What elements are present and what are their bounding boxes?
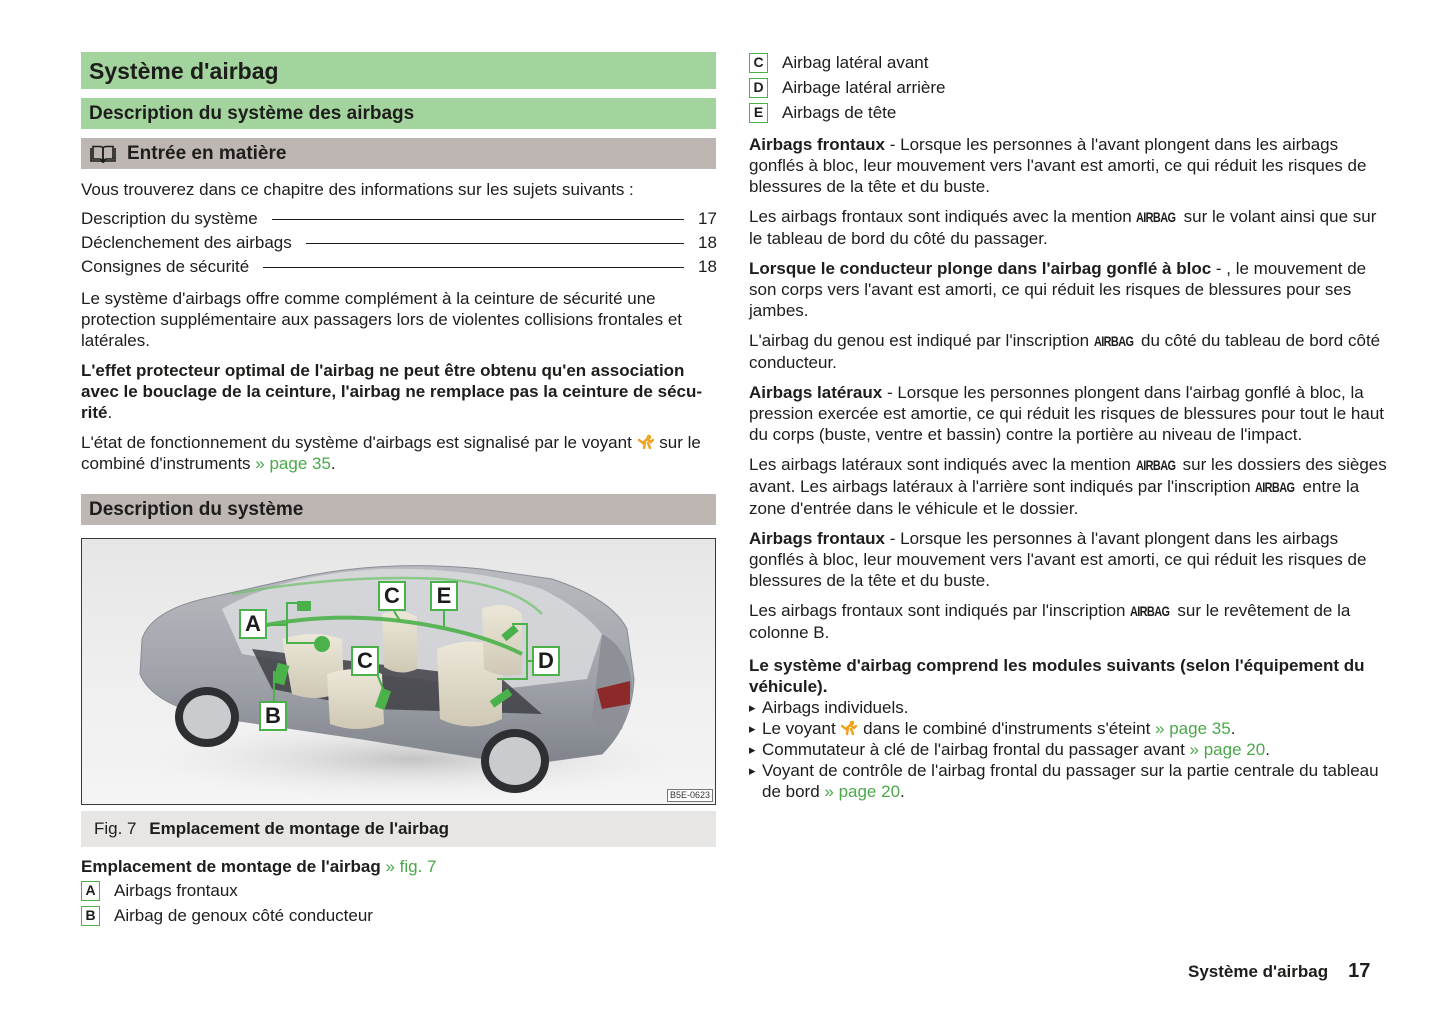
punctuation: . xyxy=(330,454,336,473)
text-span: sur les dossiers des sièges avant. Les airbags latéraux à l'arrière sont indiqués par l'inscription xyxy=(749,455,1387,496)
text-span: Les airbags frontaux sont indiqués avec la mention xyxy=(749,207,1137,226)
legend-item-c xyxy=(749,50,1389,75)
text-span: sur le revêtement de la colonne B. xyxy=(749,601,1351,642)
text-span: sur le volant ainsi que sur le tableau de bord du côté du passager. xyxy=(749,207,1377,248)
toc-item[interactable] xyxy=(81,231,716,255)
text-span: - Lorsque les personnes à l'avant plongent dans les airbags gonflés à bloc, leur mouvement vers l'avant est amorti, ce qui réduit les risques de blessures de la tête et du buste. xyxy=(749,529,1367,590)
legend-label: Airbag latéral avant xyxy=(782,53,929,72)
book-icon xyxy=(89,145,117,163)
badge-e: E xyxy=(749,103,768,123)
punctuation: . xyxy=(1265,740,1270,759)
airbag-warning-icon xyxy=(637,434,655,450)
chapter-title: Système d'airbag xyxy=(81,52,716,89)
text-span: Voyant de contrôle de l'airbag frontal du passager sur la partie centrale du tableau de bord xyxy=(762,761,1379,801)
intro-text: Vous trouverez dans ce chapitre des informations sur les sujets suivants : xyxy=(81,180,634,199)
page-35-link[interactable]: » page 35 xyxy=(1155,719,1231,738)
text-span: Les airbags frontaux sont indiqués par l'inscription xyxy=(749,601,1131,620)
paragraph-side-airbags xyxy=(749,382,1389,445)
bold-term: Airbags latéraux xyxy=(749,383,883,402)
airbag-inscription: AIRBAG xyxy=(1135,457,1175,473)
toc-page: 18 xyxy=(698,233,717,252)
page-20-link[interactable]: » page 20 xyxy=(1189,740,1266,759)
section-title: Description du système des airbags xyxy=(81,98,716,129)
text-span: Les airbags latéraux sont indiqués avec la mention xyxy=(749,455,1136,474)
airbag-inscription: AIRBAG xyxy=(1130,603,1170,619)
legend-label: Airbage latéral arrière xyxy=(782,78,946,97)
paragraph-frontal-airbags-2 xyxy=(749,528,1389,591)
callout-c-front: C xyxy=(378,581,406,611)
punctuation: . xyxy=(107,403,113,422)
toc-item[interactable] xyxy=(81,255,716,279)
legend-continued xyxy=(749,50,1389,125)
legend-label: Airbag de genoux côté conducteur xyxy=(114,906,373,925)
seatbelt-warning-bold: L'effet protecteur optimal de l'airbag ne peut être obtenu qu'en association avec le bouclage de la ceinture, l'airbag ne remplace pas la ceinture de sécurité xyxy=(81,361,703,422)
paragraph-indicator xyxy=(81,432,716,474)
legend-heading-text: Emplacement de montage de l'airbag xyxy=(81,857,381,876)
toc-leader xyxy=(263,267,684,268)
airbag-location-figure xyxy=(81,538,716,805)
callout-a: A xyxy=(239,609,267,639)
table-of-contents xyxy=(81,207,716,279)
callout-d: D xyxy=(532,646,560,676)
left-column xyxy=(81,52,716,928)
paragraph-frontal-airbags xyxy=(749,134,1389,197)
legend-heading xyxy=(81,856,716,878)
airbag-warning-icon xyxy=(840,720,858,736)
figure-number: Fig. 7 xyxy=(94,819,137,838)
figure-code: B5E-0623 xyxy=(667,789,713,802)
modules-heading-text: Le système d'airbag comprend les modules suivants (selon l'équipement du véhicule). xyxy=(749,656,1365,696)
punctuation: . xyxy=(900,782,905,801)
callout-b: B xyxy=(259,701,287,731)
callout-c-rear: C xyxy=(351,646,379,676)
text-span: - Lorsque les personnes à l'avant plongent dans les airbags gonflés à bloc, leur mouvement vers l'avant est amorti, ce qui réduit les risques de blessures de la tête et du buste. xyxy=(749,135,1367,196)
text-span: sur le combiné d'instruments xyxy=(81,433,701,473)
list-item xyxy=(749,697,1389,718)
toc-label: Description du système xyxy=(81,209,258,228)
badge-b: B xyxy=(81,906,100,926)
page-35-link[interactable]: » page 35 xyxy=(255,454,331,473)
badge-d: D xyxy=(749,78,768,98)
intro-heading-label: Entrée en matière xyxy=(127,142,287,164)
paragraph-frontal-marking xyxy=(749,206,1389,249)
toc-item[interactable] xyxy=(81,207,716,231)
text-span: Commutateur à clé de l'airbag frontal du passager avant xyxy=(762,740,1190,759)
list-item xyxy=(749,760,1389,802)
figure-caption xyxy=(81,811,716,847)
page-footer xyxy=(1188,960,1388,983)
paragraph-side-marking xyxy=(749,454,1389,519)
paragraph-knee-marking xyxy=(749,330,1389,373)
legend-label: Airbags frontaux xyxy=(114,881,238,900)
toc-leader xyxy=(306,243,684,244)
paragraph-b-pillar-marking xyxy=(749,600,1389,643)
modules-heading xyxy=(749,655,1389,697)
legend-label: Airbags de tête xyxy=(782,103,897,122)
text-span: dans le combiné d'instruments s'éteint xyxy=(858,719,1156,738)
toc-page: 17 xyxy=(698,209,717,228)
toc-label: Consignes de sécurité xyxy=(81,257,250,276)
bold-term: Airbags frontaux xyxy=(749,135,886,154)
paragraph-knee-airbag xyxy=(749,258,1389,321)
legend-item-e xyxy=(749,100,1389,125)
legend-item-b xyxy=(81,903,716,928)
badge-a: A xyxy=(81,881,100,901)
text-span: Airbags individuels. xyxy=(762,698,909,717)
text-span: - Lorsque les personnes plongent dans l'airbag gonflé à bloc, la pression exercée est amortie, ce qui réduit les risques de blessures pour tout le haut du corps (buste, ventre et bassin) contre la portière au niveau de l'impact. xyxy=(749,383,1385,444)
callout-e: E xyxy=(430,581,458,611)
airbag-inscription: AIRBAG xyxy=(1136,209,1176,225)
list-item xyxy=(749,718,1389,739)
text-span: - , le mouvement de son corps vers l'avant est amorti, ce qui réduit les risques de blessures pour ses jambes. xyxy=(749,259,1367,320)
toc-label: Déclenchement des airbags xyxy=(81,233,292,252)
right-column xyxy=(749,50,1389,802)
paragraph-seatbelt-warning xyxy=(81,360,716,423)
page-20-link[interactable]: » page 20 xyxy=(824,782,901,801)
list-item xyxy=(749,739,1389,760)
fig-7-link[interactable]: » fig. 7 xyxy=(385,857,437,876)
toc-leader xyxy=(272,219,684,220)
figure-caption-text: Emplacement de montage de l'airbag xyxy=(149,819,449,838)
airbag-inscription: AIRBAG xyxy=(1255,479,1295,495)
airbag-inscription: AIRBAG xyxy=(1093,333,1134,349)
text-span: du côté du tableau de bord côté conducteur. xyxy=(749,331,1381,372)
footer-section-title: Système d'airbag xyxy=(1188,962,1329,981)
bold-term: Airbags frontaux xyxy=(749,529,886,548)
bold-term: Lorsque le conducteur plonge dans l'airbag gonflé à bloc xyxy=(749,259,1212,278)
intro-heading xyxy=(81,138,716,169)
car-illustration xyxy=(82,539,714,803)
toc-page: 18 xyxy=(698,257,717,276)
legend-item-d xyxy=(749,75,1389,100)
text-span: L'état de fonctionnement du système d'airbags est signalisé par le voyant xyxy=(81,433,637,452)
paragraph-complement: Le système d'airbags offre comme complément à la ceinture de sécurité une protection supplémentaire aux passagers lors de violentes collisions frontales et latérales. xyxy=(81,289,682,350)
text-span: Le voyant xyxy=(762,719,841,738)
text-span: L'airbag du genou est indiqué par l'inscription xyxy=(749,331,1094,350)
badge-c: C xyxy=(749,53,768,73)
legend-item-a xyxy=(81,878,716,903)
punctuation: . xyxy=(1230,719,1236,738)
system-description-heading: Description du système xyxy=(81,494,716,525)
text-span: entre la zone d'entrée dans le véhicule et le dossier. xyxy=(749,477,1360,518)
page-number: 17 xyxy=(1348,960,1371,982)
modules-list xyxy=(749,697,1389,802)
